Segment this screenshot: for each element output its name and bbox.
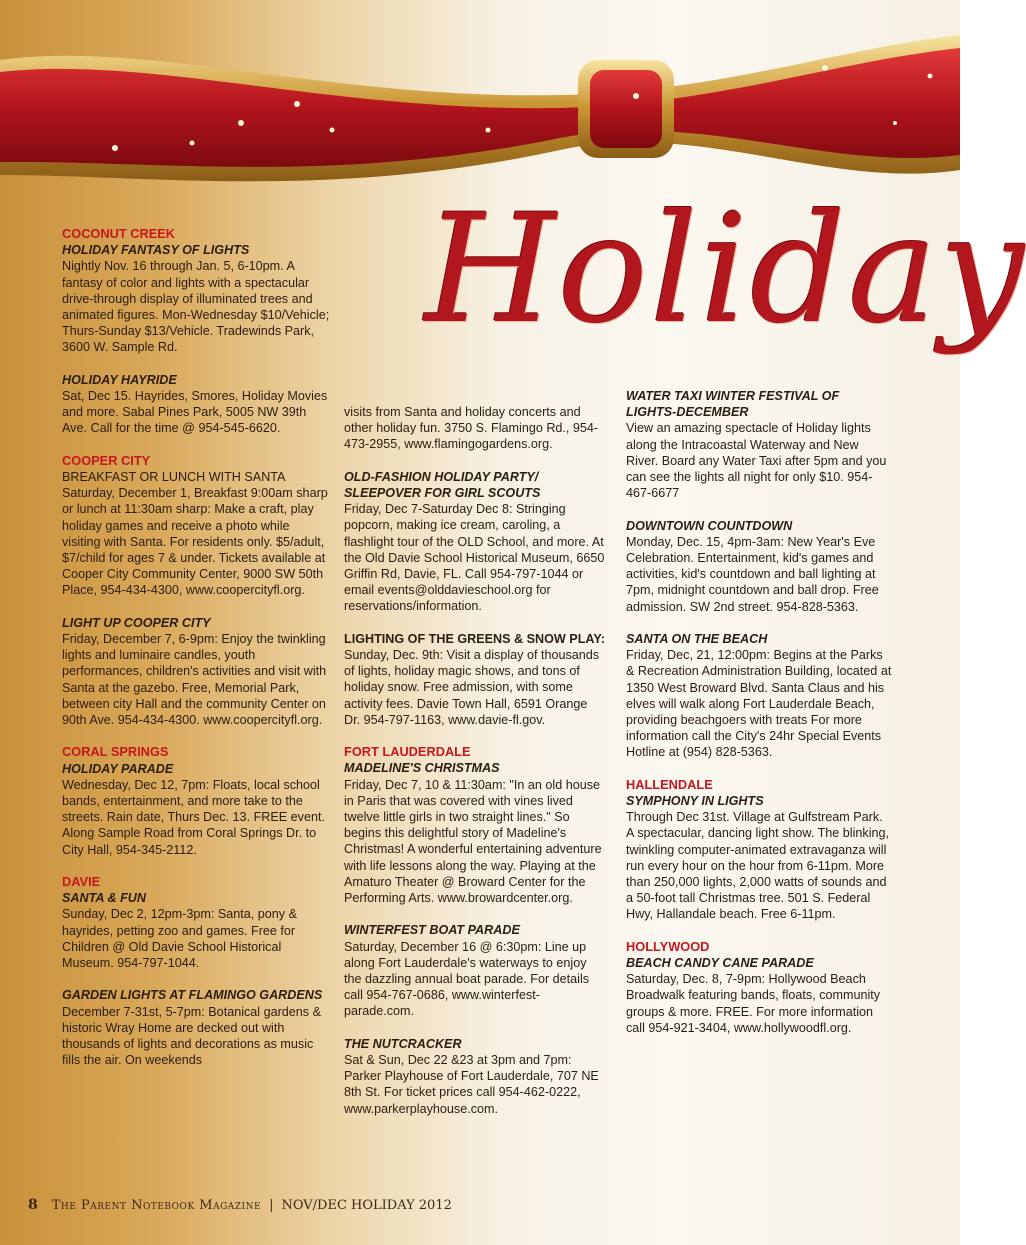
magazine-name: The Parent Notebook Magazine bbox=[51, 1198, 262, 1213]
page-number: 8 bbox=[28, 1197, 38, 1213]
city-heading: FORT LAUDERDALE bbox=[344, 744, 471, 760]
event-downtown-countdown bbox=[626, 518, 892, 615]
event-coconut-creek bbox=[62, 226, 330, 356]
event-body: Friday, Dec, 21, 12:00pm: Begins at the Parks & Recreation Administration Building, located at 1350 West Broward Blvd. Santa Claus and his elves will walk along Fort Lauderdale Beach, providing beachgoers with treats For more information call the City's 24hr Special Events Hotline at (954) 828-5363. bbox=[626, 648, 892, 760]
event-body: Saturday, December 16 @ 6:30pm: Line up along Fort Lauderdale's waterways to enjoy the dazzling annual boat parade. For details call 954-767-0686, www.winterfest-parade.com. bbox=[344, 939, 590, 1019]
event-flamingo-gardens-cont bbox=[344, 404, 606, 453]
event-title: MADELINE'S CHRISTMAS bbox=[344, 761, 500, 776]
event-title: THE NUTCRACKER bbox=[344, 1036, 462, 1051]
event-body: Sunday, Dec 2, 12pm-3pm: Santa, pony & hayrides, petting zoo and games. Free for Children @ Old Davie School Historical Museum. 954-797-1044. bbox=[62, 907, 297, 971]
ribbon-banner bbox=[0, 0, 960, 210]
event-flamingo-gardens bbox=[62, 987, 330, 1068]
event-title: HOLIDAY FANTASY OF LIGHTS bbox=[62, 243, 250, 258]
city-heading: HOLLYWOOD bbox=[626, 938, 710, 954]
event-title: OLD-FASHION HOLIDAY PARTY/ SLEEPOVER FOR GIRL SCOUTS bbox=[344, 469, 541, 500]
event-body: Friday, December 7, 6-9pm: Enjoy the twinkling lights and luminaire candles, youth performances, children's activities and visit with Santa at the gazebo. Free, Memorial Park, between city Hall and the community Center on 90th Ave. 954-434-4300. www.coopercityfl.org. bbox=[62, 632, 327, 728]
footer-separator: | bbox=[269, 1198, 274, 1213]
column-left bbox=[62, 226, 330, 1085]
event-title: BEACH CANDY CANE PARADE bbox=[626, 956, 814, 971]
event-body: View an amazing spectacle of Holiday lights along the Intracoastal Waterway and New River. Board any Water Taxi after 5pm and you can see the lights all night for only $10. 954-467-6677 bbox=[626, 421, 887, 501]
event-winterfest bbox=[344, 922, 606, 1019]
column-middle bbox=[344, 404, 606, 1133]
event-title: SANTA & FUN bbox=[62, 891, 146, 906]
page-footer bbox=[28, 1197, 452, 1213]
event-coral-springs bbox=[62, 744, 330, 857]
event-title: GARDEN LIGHTS AT FLAMINGO GARDENS bbox=[62, 988, 323, 1003]
issue-label: NOV/DEC HOLIDAY 2012 bbox=[281, 1198, 452, 1213]
event-body: visits from Santa and holiday concerts and other holiday fun. 3750 S. Flamingo Rd., 954-473-2955, www.flamingogardens.org. bbox=[344, 405, 599, 452]
event-water-taxi bbox=[626, 388, 892, 501]
event-hollywood bbox=[626, 939, 892, 1036]
event-body: Nightly Nov. 16 through Jan. 5, 6-10pm. A fantasy of color and lights with a spectacular drive-through display of illuminated trees and animated figures. Mon-Wednesday $10/Vehicle; Thurs-Sunday $13/Vehicle. Tradewinds Park, 3600 W. Sample Rd. bbox=[62, 259, 330, 355]
event-santa-beach bbox=[626, 631, 892, 761]
event-title: LIGHT UP COOPER CITY bbox=[62, 615, 211, 630]
event-title: LIGHTING OF THE GREENS & SNOW PLAY: bbox=[344, 631, 605, 646]
event-light-up-cooper-city bbox=[62, 615, 330, 728]
event-title: SANTA ON THE BEACH bbox=[626, 632, 768, 647]
event-lighting-greens bbox=[344, 631, 606, 728]
event-fort-lauderdale bbox=[344, 744, 606, 906]
event-body: December 7-31st, 5-7pm: Botanical gardens & historic Wray Home are decked out with thousands of lights and decorations as music fills the air. On weekends bbox=[62, 1004, 322, 1068]
event-title: HOLIDAY PARADE bbox=[62, 761, 174, 776]
event-body: Friday, Dec 7-Saturday Dec 8: Stringing popcorn, making ice cream, caroling, a flashlight tour of the OLD School, and more. At the Old Davie School Historical Museum, 6650 Griffin Rd, Davie, FL. Call 954-797-1044 or email events@olddavieschool.org for reservations/information. bbox=[344, 502, 605, 614]
event-body: Wednesday, Dec 12, 7pm: Floats, local school bands, entertainment, and more take to the streets. Rain date, Thurs Dec. 13. FREE event. Along Sample Road from Coral Springs Dr. to City Hall, 954-345-2112. bbox=[62, 777, 325, 857]
city-heading: COCONUT CREEK bbox=[62, 226, 176, 241]
column-right bbox=[626, 388, 892, 1052]
city-heading: HALLENDALE bbox=[626, 776, 713, 792]
holiday-headline: Holiday bbox=[425, 183, 1026, 357]
event-nutcracker bbox=[344, 1036, 606, 1117]
event-body: BREAKFAST OR LUNCH WITH SANTA Saturday, December 1, Breakfast 9:00am sharp or lunch at 11:30am sharp: Make a craft, play holiday games and receive a photo while visiting with Santa. For residents only. $5/adult, $7/child for ages 7 & under. Tickets available at Cooper City Community Center, 9000 SW 50th Place, 954-434-4300, www.coopercityfl.org. bbox=[62, 470, 328, 598]
event-title: WATER TAXI WINTER FESTIVAL OF LIGHTS-DECEMBER bbox=[626, 389, 840, 420]
event-body: Sunday, Dec. 9th: Visit a display of thousands of lights, holiday magic shows, and tons of holiday snow. Free admission, with some activity fees. Davie Town Hall, 6591 Orange Dr. 954-797-1163, www.davie-fl.gov. bbox=[344, 648, 600, 727]
event-body: Sat, Dec 15. Hayrides, Smores, Holiday Movies and more. Sabal Pines Park, 5005 NW 39th Ave. Call for the time @ 954-545-6620. bbox=[62, 389, 328, 436]
event-hallendale bbox=[626, 777, 892, 923]
event-girl-scouts bbox=[344, 469, 606, 615]
event-body: Friday, Dec 7, 10 & 11:30am: "In an old house in Paris that was covered with vines lived twelve little girls in two straight lines." So begins this delightful story of Madeline's Christmas! A wonderful entertaining adventure with life lessons along the way. Playing at the Amaturo Theater @ Broward Center for the Performing Arts. www.browardcenter.org. bbox=[344, 777, 602, 906]
event-body: Monday, Dec. 15, 4pm-3am: New Year's Eve Celebration. Entertainment, kid's games and activities, kid's countdown and ball lighting at 7pm, midnight countdown and ball drop. Free admission. SW 2nd street. 954-828-5363. bbox=[626, 534, 879, 614]
event-body: Saturday, Dec. 8, 7-9pm: Hollywood Beach Broadwalk featuring bands, floats, community groups & more. FREE. For more information call 954-921-3404, www.hollywoodfl.org. bbox=[626, 972, 881, 1035]
event-title: DOWNTOWN COUNTDOWN bbox=[626, 518, 793, 533]
city-heading: DAVIE bbox=[62, 874, 101, 890]
city-heading: COOPER CITY bbox=[62, 452, 151, 468]
event-body: Through Dec 31st. Village at Gulfstream Park. A spectacular, dancing light show. The blinking, twinkling computer-animated extravaganza will run every hour on the hour from 6-11pm. More than 250,000 lights, 2,000 watts of sounds and a 50-foot tall Christmas tree. 501 S. Federal Hwy, Hallandale beach. Free 6-11pm. bbox=[626, 810, 890, 922]
event-davie-santa bbox=[62, 874, 330, 971]
event-title: SYMPHONY IN LIGHTS bbox=[626, 794, 764, 809]
event-holiday-hayride bbox=[62, 372, 330, 437]
event-title: HOLIDAY HAYRIDE bbox=[62, 372, 177, 387]
event-title: WINTERFEST BOAT PARADE bbox=[344, 923, 520, 938]
event-cooper-city-breakfast bbox=[62, 453, 330, 599]
event-body: Sat & Sun, Dec 22 &23 at 3pm and 7pm: Parker Playhouse of Fort Lauderdale, 707 NE 8th St. For ticket prices call 954-462-0222, www.parkerplayhouse.com. bbox=[344, 1053, 599, 1116]
city-heading: CORAL SPRINGS bbox=[62, 744, 169, 760]
